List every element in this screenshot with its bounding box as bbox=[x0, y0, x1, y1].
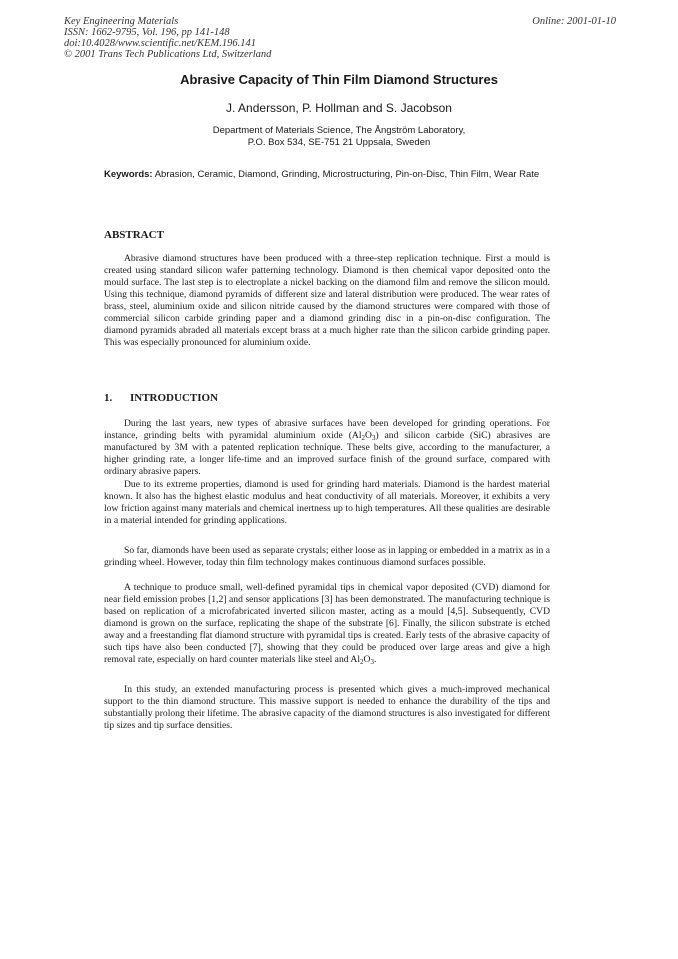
keywords-label: Keywords: bbox=[104, 169, 153, 180]
intro-paragraph-5: In this study, an extended manufacturing process is presented which gives a much-improved mechanical support to the thin diamond structure. This massive support is needed to enhance the durability of the tips and substantially prolong their lifetime. The abrasive capacity of the diamond structures is also investigated for different tip sizes and tip surface densities. bbox=[104, 684, 550, 732]
journal-info bbox=[64, 16, 424, 60]
journal-doi[interactable]: doi:10.4028/www.scientific.net/KEM.196.141 bbox=[64, 38, 256, 49]
section-number: 1. bbox=[104, 392, 113, 404]
affiliation-line-2: P.O. Box 534, SE-751 21 Uppsala, Sweden bbox=[247, 137, 431, 148]
intro-paragraph-4: A technique to produce small, well-defined pyramidal tips in chemical vapor deposited (CVD) diamond for near field emission probes [1,2] and sensor applications [3] has been demonstrated. The manufacturing technique is based on replication of a microfabricated inverted silicon master, acting as a mould [4,5]. Subsequently, CVD diamond is grown on the surface, replicating the shape of the substrate [6]. Finally, the silicon substrate is etched away and a freestanding flat diamond structure with pyramidal tips is created. Early tests of the abrasive capacity of such tips have also been conducted [7], showing that they could be produced over large areas and give a high removal rate, especially on hard counter materials like steel and $Al_2O_3$. bbox=[104, 582, 550, 667]
abstract-text: Abrasive diamond structures have been produced with a three-step replication technique. First a mould is created using standard silicon wafer patterning technology. Diamond is then chemical vapor deposited onto the mould surface. The last step is to electroplate a nickel backing on the diamond film and remove the silicon mould. Using this technique, diamond pyramids of different size and lateral distribution were produced. The wear rates of brass, steel, aluminium oxide and silicon nitride caused by the diamond structures were compared with those of commercial silicon carbide grinding paper and a diamond grinding disc in a pin-on-disc configuration. The diamond pyramids abraded all materials except brass at a much higher rate than the silicon carbide grinding paper. This was especially pronounced for aluminium oxide. bbox=[104, 253, 550, 349]
keywords bbox=[104, 169, 554, 181]
keywords-text: Abrasion, Ceramic, Diamond, Grinding, Microstructuring, Pin-on-Disc, Thin Film, Wear Rate bbox=[152, 169, 540, 180]
intro-paragraph-1: During the last years, new types of abrasive surfaces have been developed for grinding operations. For instance, grinding belts with pyramidal aluminium oxide $(Al_2O_3)$ and silicon carbide (SiC) abrasives are manufactured by 3M with a patented replication technique. These belts give, according to the manufacturer, a higher grinding rate, a longer life-time and an improved surface finish of the ground surface, compared with ordinary abrasive papers. bbox=[104, 418, 550, 478]
section-title: INTRODUCTION bbox=[130, 392, 219, 404]
affiliation-line-1: Department of Materials Science, The Ångström Laboratory, bbox=[212, 125, 466, 136]
intro-paragraph-3: So far, diamonds have been used as separate crystals; either loose as in lapping or embedded in a matrix as in a grinding wheel. However, today thin film technology makes continuous diamond surfaces possible. bbox=[104, 545, 550, 569]
introduction-heading bbox=[104, 392, 218, 404]
paper-title: Abrasive Capacity of Thin Film Diamond Structures bbox=[180, 72, 498, 87]
intro-paragraph-2: Due to its extreme properties, diamond is used for grinding hard materials. Diamond is the hardest material known. It also has the highest elastic modulus and heat conductivity of all materials. Moreover, it exhibits a very low friction against many materials and chemical inertness up to high temperatures. All these qualities are desirable in a material intended for grinding applications. bbox=[104, 479, 550, 527]
abstract-heading: ABSTRACT bbox=[104, 229, 164, 241]
journal-issn: ISSN: 1662-9795, Vol. 196, pp 141-148 bbox=[64, 27, 230, 38]
paper-authors: J. Andersson, P. Hollman and S. Jacobson bbox=[226, 101, 452, 115]
affiliation bbox=[0, 125, 678, 149]
journal-copyright: © 2001 Trans Tech Publications Ltd, Switzerland bbox=[64, 49, 272, 60]
online-date: Online: 2001-01-10 bbox=[532, 16, 616, 27]
journal-name: Key Engineering Materials bbox=[64, 16, 179, 27]
